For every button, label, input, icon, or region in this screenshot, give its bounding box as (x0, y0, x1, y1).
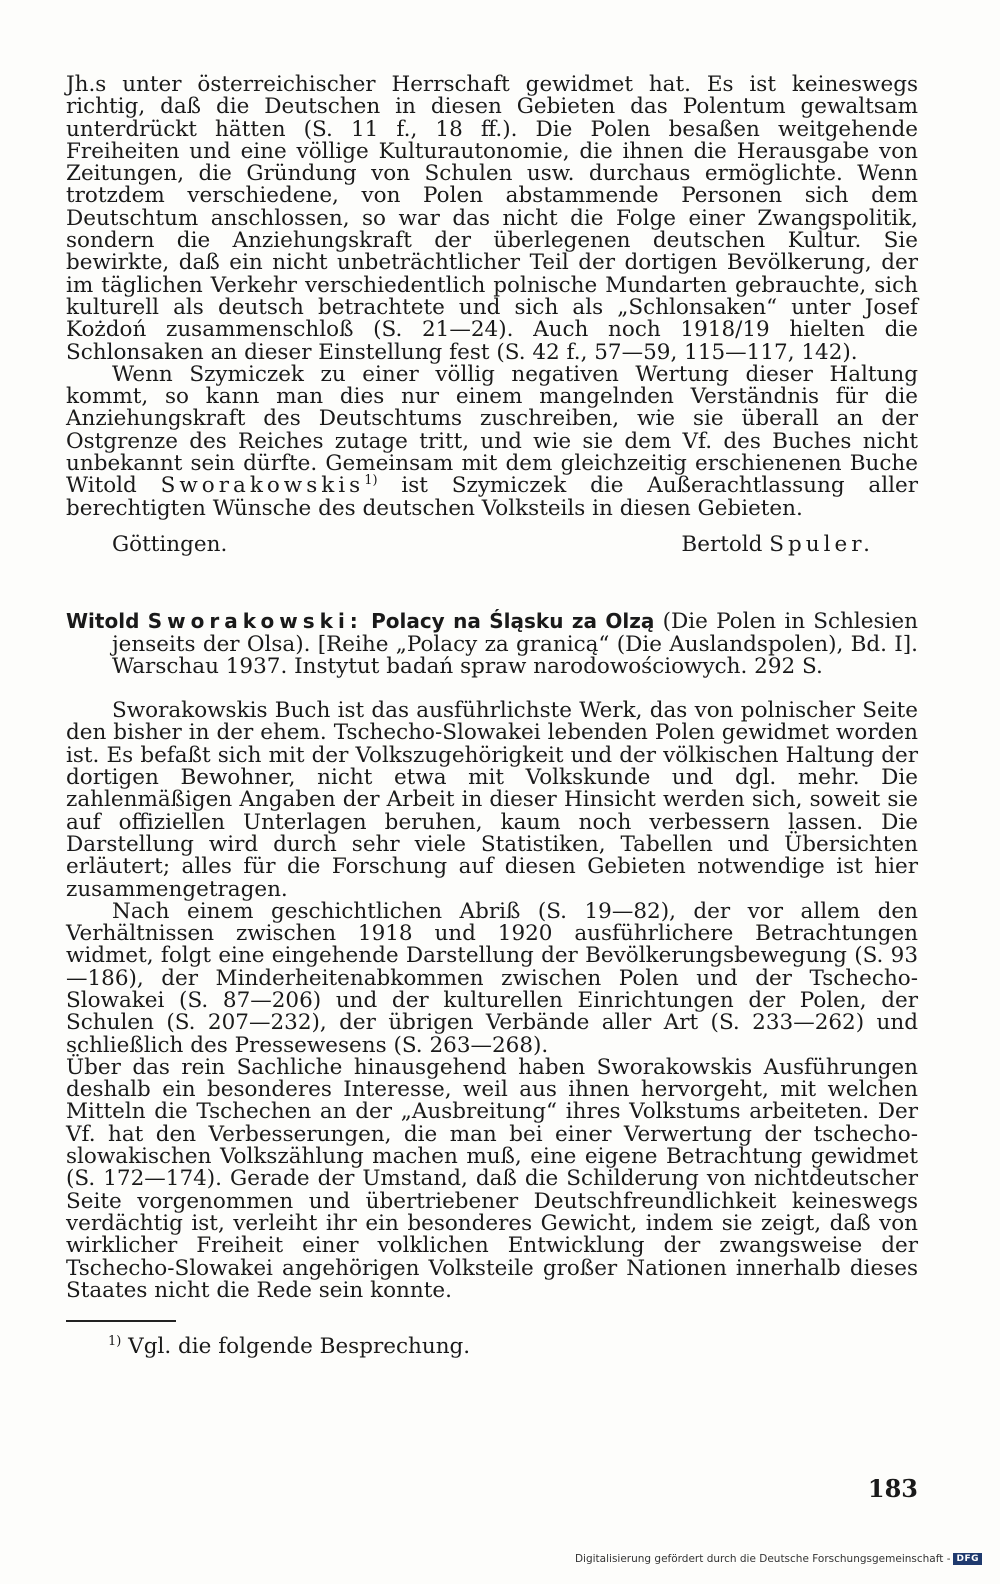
review1-paragraph-1: Jh.s unter österreichischer Herrschaft gewidmet hat. Es ist keineswegs richtig, daß die Deutschen in diesen Gebieten das Polentum gewaltsam unterdrückt hätten (S. 11 f., 18 ff.). Die Polen besaßen weitgehende Freiheiten und eine völlige Kulturautonomie, die ihnen die Herausgabe von Zeitungen, die Gründung von Schulen usw. durchaus ermöglichte. Wenn trotzdem verschiedene, von Polen abstammende Personen sich dem Deutschtum anschlossen, so war das nicht die Folge einer Zwangspolitik, sondern die Anziehungskraft der überlegenen deutschen Kultur. Sie bewirkte, daß ein nicht unbeträchtlicher Teil der dortigen Bevölkerung, der im täglichen Verkehr verschiedentlich polnische Mundarten gebrauchte, sich kulturell als deutsch betrachtete und sich als „Schlonsaken“ unter Josef Kożdoń zusammenschloß (S. 21—24). Auch noch 1918/19 hielten die Schlonsaken an dieser Einstellung fest (S. 42 f., 57—59, 115—117, 142). (66, 72, 918, 365)
page-number: 183 (867, 1474, 918, 1503)
review2-body (66, 700, 918, 1302)
review1-paragraph-2-end: ist Szymiczek die Außerachtlassung aller berechtigten Wünsche des deutschen Volksteils in diesen Gebieten. (66, 473, 918, 521)
footnote-ref: 1) (364, 473, 378, 489)
review1-paragraph-2-text: Wenn Szymiczek zu einer völlig negativen Wertung dieser Haltung kommt, so kann man dies nur einem mangelnden Verständnis für die Anziehungskraft des Deutschtums zuschreiben, wie sie überall an der Ostgrenze des Reiches zutage tritt, und wie sie dem Vf. des Buches nicht unbekannt sein dürfte. Gemeinsam mit dem gleichzeitig erschienenen Buche Witold (66, 361, 918, 499)
signature-place: Göttingen. (112, 531, 228, 557)
review1-signature (66, 531, 918, 557)
review2-author-last: Sworakowski: (147, 609, 363, 634)
review2-author (66, 609, 363, 633)
review2-author-first: Witold (66, 609, 140, 634)
footnote-divider (66, 1320, 176, 1322)
sworakowski-name: Sworakowskis (160, 473, 365, 499)
footnote-text: Vgl. die folgende Besprechung. (121, 1334, 471, 1360)
review2-title-rest: (Die Polen in Schlesien jenseits der Olsa). [Reihe „Polacy za granicą“ (Die Auslandspolen), Bd. I]. Warschau 1937. Instytut badań spraw narodowościowych. 292 S. (112, 609, 919, 679)
review2-paragraph-2: Nach einem geschichtlichen Abriß (S. 19—82), der vor allem den Verhältnissen zwischen 1918 und 1920 ausführlichere Betrachtungen widmet, folgt eine eingehende Darstellung der Bevölkerungsbewegung (S. 93—186), der Minderheitenabkommen zwischen Polen und der Tschecho-Slowakei (S. 87—206) und der kulturellen Einrichtungen der Polen, der Schulen (S. 207—232), der übrigen Verbände aller Art (S. 233—262) und schließlich des Pressewesens (S. 263—268). (66, 898, 918, 1058)
reviewer-first-name: Bertold (681, 531, 763, 557)
dfg-logo-icon: DFG (953, 1553, 982, 1565)
signature-reviewer (681, 531, 874, 557)
review2-paragraph-3: Über das rein Sachliche hinausgehend haben Sworakowskis Ausführungen deshalb ein besonderes Interesse, weil aus ihnen hervorgeht, mit welchen Mitteln die Tschechen an der „Ausbreitung“ ihres Volkstums arbeiteten. Der Vf. hat den Verbesserungen, die man bei einer Verwertung der tschecho-slowakischen Volkszählung machen muß, eine eigene Betrachtung gewidmet (S. 172—174). Gerade der Umstand, daß die Schilderung von nichtdeutscher Seite vorgenommen und übertriebener Deutschfreundlichkeit keineswegs verdächtig ist, verleiht ihr ein besonderes Gewicht, indem sie zeigt, daß von wirklicher Freiheit einer volklichen Entwicklung der zwangsweise der Tschecho-Slowakei angehörigen Volksteile großer Nationen innerhalb dieses Staates nicht die Rede sein konnte. (66, 1054, 918, 1303)
footnote-marker: 1) (108, 1333, 122, 1349)
review1-paragraph-2 (66, 361, 918, 521)
footnote (66, 1333, 918, 1360)
review2-title: Polacy na Śląsku za Olzą (371, 609, 655, 634)
review2-paragraph-1: Sworakowskis Buch ist das ausführlichste Werk, das von polnischer Seite den bisher in der ehem. Tschecho-Slowakei lebenden Polen gewidmet worden ist. Es befaßt sich mit der Volkszugehörigkeit und der völkischen Haltung der dortigen Bewohner, nicht etwa mit Volkskunde und dgl. mehr. Die zahlenmäßigen Angaben der Arbeit in dieser Hinsicht werden sich, soweit sie auf offiziellen Unterlagen beruhen, kaum noch verbessern lassen. Die Darstellung wird durch sehr viele Statistiken, Tabellen und Übersichten erläutert; alles für die Forschung auf diesen Gebieten notwendige ist hier zusammengetragen. (66, 698, 918, 902)
digitization-credit (575, 1553, 982, 1565)
digitization-credit-text: Digitalisierung gefördert durch die Deutsche Forschungsgemeinschaft - (574, 1553, 951, 1565)
reviewer-last-name: Spuler. (769, 531, 874, 557)
review2-heading (66, 610, 918, 678)
page-content (66, 74, 918, 1358)
